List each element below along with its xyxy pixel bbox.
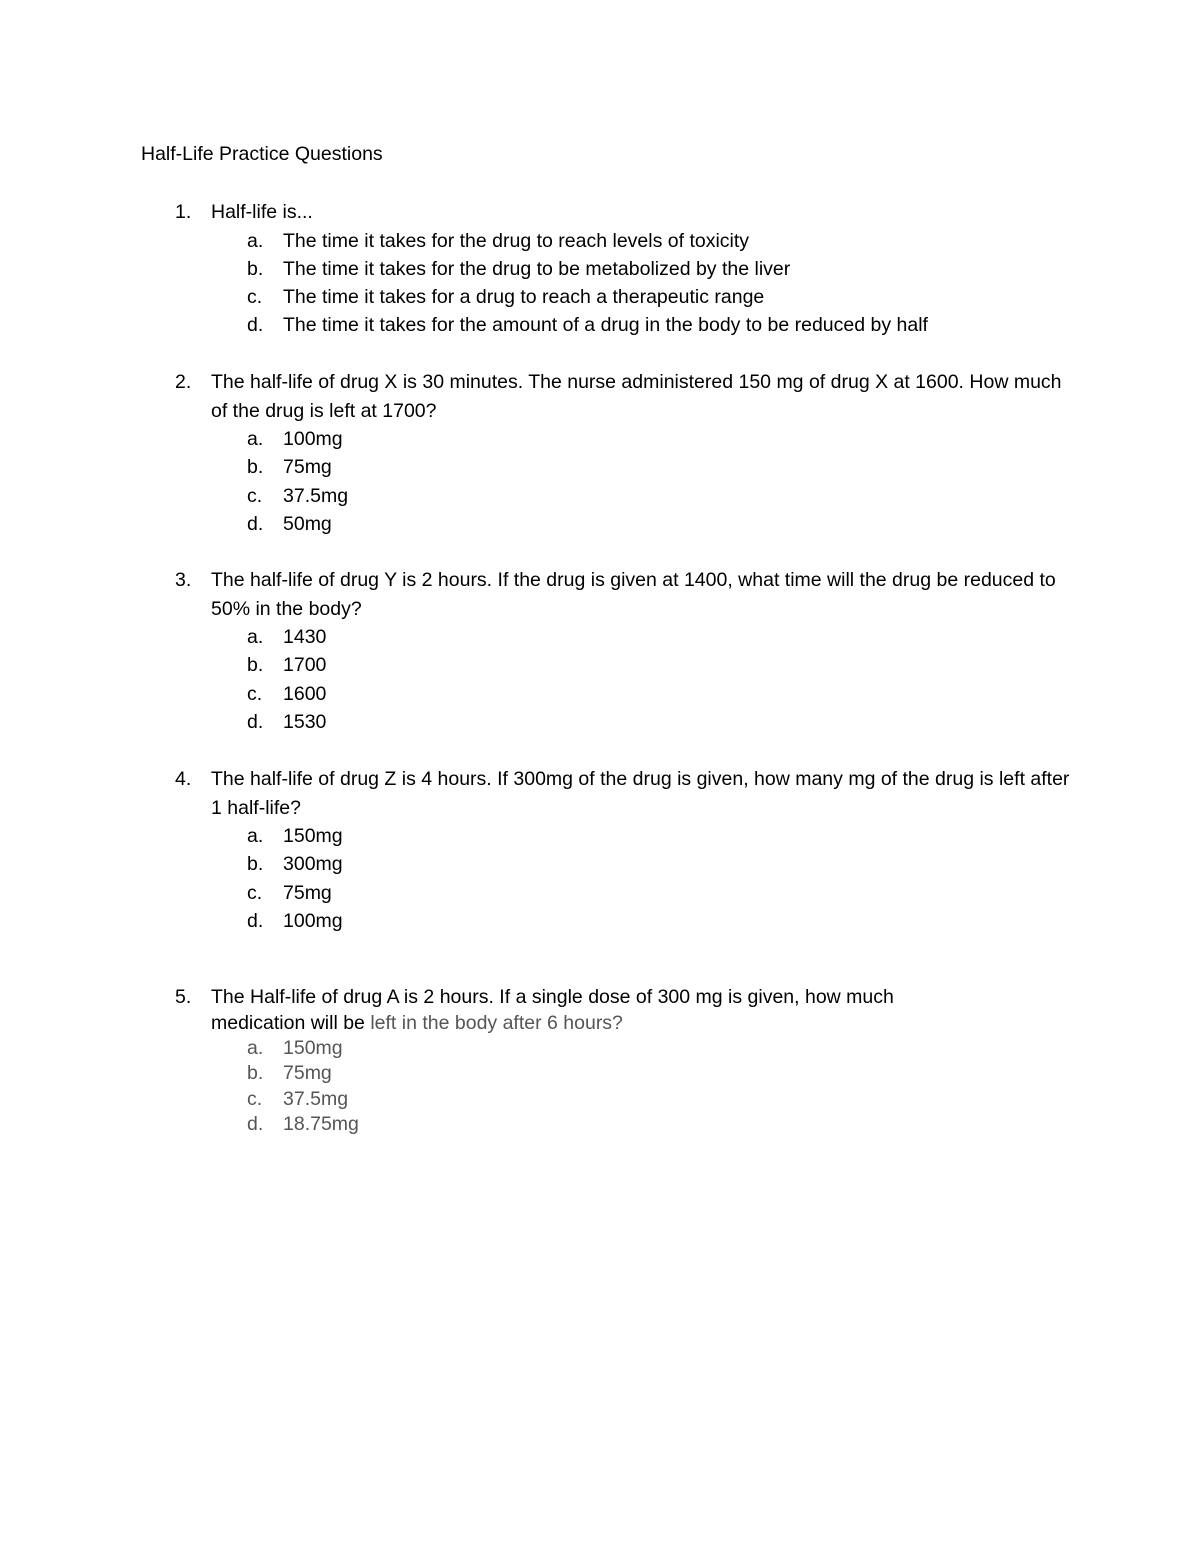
option-letter: c.	[247, 881, 263, 904]
option-c	[247, 283, 1075, 311]
option-text: 100mg	[283, 428, 343, 450]
option-b	[247, 850, 1075, 878]
option-letter: d.	[247, 512, 264, 535]
option-letter: d.	[247, 314, 264, 337]
option-letter: c.	[247, 484, 263, 507]
option-letter: c.	[247, 1087, 263, 1110]
options-list	[247, 227, 1075, 340]
page-title: Half-Life Practice Questions	[141, 143, 383, 165]
option-letter: a.	[247, 626, 264, 648]
option-c	[247, 1087, 1075, 1112]
option-text: 1700	[283, 654, 327, 677]
option-letter: c.	[247, 286, 263, 309]
question-number: 4.	[175, 768, 192, 790]
option-text: 1430	[283, 626, 327, 648]
question-number: 2.	[175, 371, 192, 393]
option-b	[247, 651, 1075, 679]
question-text: The half-life of drug X is 30 minutes. The nurse administered 150 mg of drug X at 1600. How much of the drug is left at 1700?	[211, 371, 1062, 422]
option-d	[247, 1112, 1075, 1137]
question-1	[175, 198, 1075, 340]
option-text: 75mg	[283, 881, 332, 904]
option-c	[247, 482, 1075, 510]
question-number: 5.	[175, 986, 192, 1008]
options-list	[247, 425, 1075, 538]
option-text: The time it takes for the drug to be metabolized by the liver	[283, 257, 791, 280]
question-2	[175, 368, 1075, 538]
option-d	[247, 907, 1075, 935]
option-text: 150mg	[283, 825, 343, 847]
question-text: Half-life is...	[211, 201, 313, 223]
option-letter: d.	[247, 909, 264, 932]
option-letter: a.	[247, 825, 264, 847]
option-text: 37.5mg	[283, 484, 349, 507]
option-text: 75mg	[283, 456, 332, 479]
option-letter: b.	[247, 257, 264, 280]
question-text-black: medication will be	[211, 1011, 371, 1034]
option-letter: a.	[247, 229, 264, 252]
option-text: 18.75mg	[283, 1112, 359, 1135]
option-text: 150mg	[283, 1037, 343, 1059]
option-text: The time it takes for the amount of a drug in the body to be reduced by half	[283, 314, 928, 337]
option-c	[247, 680, 1075, 708]
option-letter: c.	[247, 682, 263, 705]
options-list	[247, 822, 1075, 935]
question-text: The half-life of drug Z is 4 hours. If 300mg of the drug is given, how many mg of the drug is left after 1 half-life?	[211, 768, 1070, 819]
option-d	[247, 510, 1075, 538]
option-a	[247, 425, 1075, 453]
option-text: 1530	[283, 710, 327, 733]
option-a	[247, 227, 1075, 255]
option-a	[247, 822, 1075, 850]
option-letter: d.	[247, 1112, 264, 1135]
option-d	[247, 708, 1075, 736]
option-letter: b.	[247, 654, 264, 677]
question-text-line-1: The Half-life of drug A is 2 hours. If a single dose of 300 mg is given, how much	[211, 986, 894, 1008]
option-text: 50mg	[283, 512, 332, 535]
option-text: The time it takes for the drug to reach levels of toxicity	[283, 229, 750, 252]
option-c	[247, 879, 1075, 907]
question-text-line-2	[211, 1011, 1075, 1037]
question-3	[175, 566, 1075, 736]
question-4	[175, 765, 1075, 935]
options-list	[247, 623, 1075, 736]
option-text: 75mg	[283, 1062, 332, 1085]
option-letter: a.	[247, 1037, 264, 1059]
option-text: 300mg	[283, 853, 343, 876]
question-text-gray: left in the body after 6 hours?	[370, 1011, 623, 1034]
option-b	[247, 1061, 1075, 1086]
option-a	[247, 1036, 1075, 1061]
option-letter: a.	[247, 428, 264, 450]
question-5	[175, 985, 1075, 1137]
option-a	[247, 623, 1075, 651]
option-text: 1600	[283, 682, 327, 705]
question-number: 3.	[175, 569, 192, 591]
option-b	[247, 255, 1075, 283]
question-text	[211, 985, 1075, 1036]
question-number: 1.	[175, 201, 192, 223]
option-text: The time it takes for a drug to reach a therapeutic range	[283, 286, 765, 309]
option-text: 100mg	[283, 909, 343, 932]
options-list	[247, 1036, 1075, 1137]
option-letter: d.	[247, 710, 264, 733]
option-d	[247, 311, 1075, 339]
option-letter: b.	[247, 456, 264, 479]
option-letter: b.	[247, 1062, 264, 1085]
option-b	[247, 453, 1075, 481]
option-text: 37.5mg	[283, 1087, 349, 1110]
question-text: The half-life of drug Y is 2 hours. If the drug is given at 1400, what time will the drug be reduced to 50% in the body?	[211, 569, 1056, 620]
option-letter: b.	[247, 853, 264, 876]
